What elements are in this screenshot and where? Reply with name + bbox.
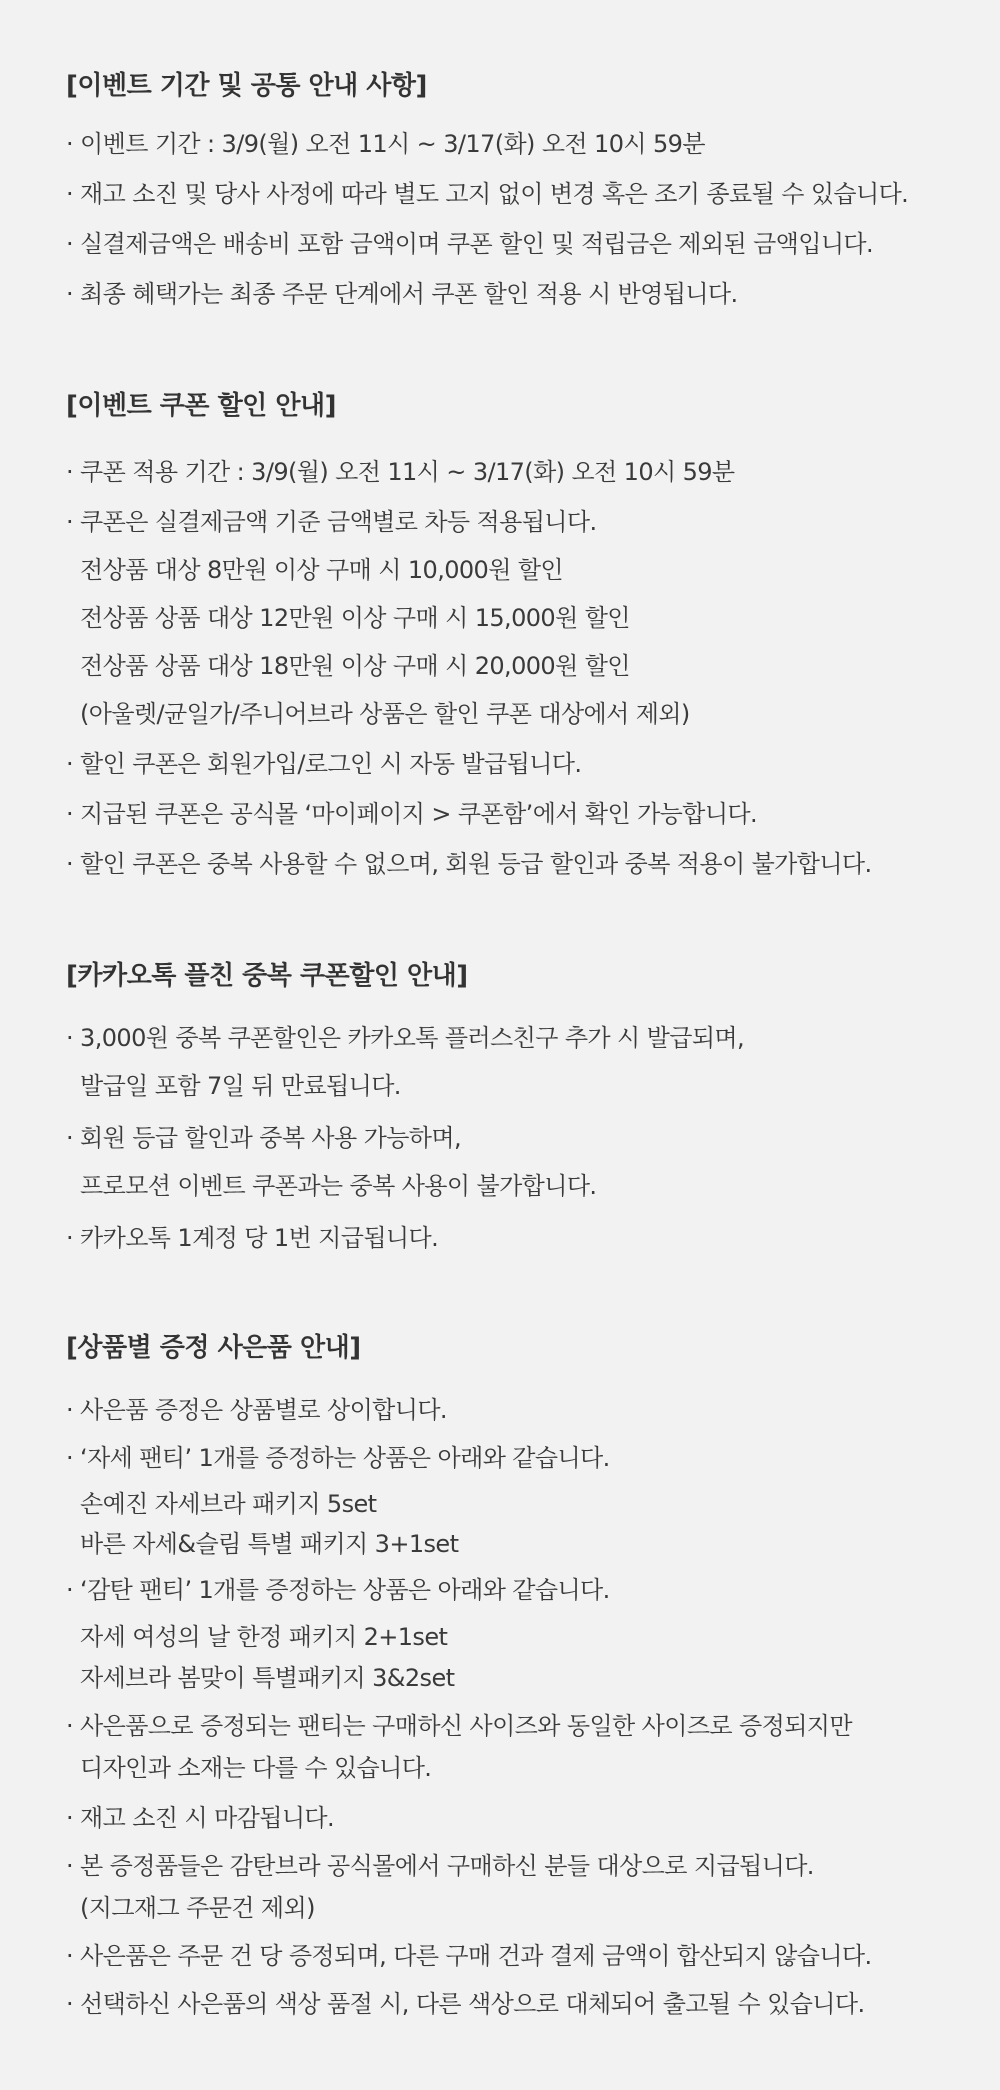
notice-line: · 재고 소진 및 당사 사정에 따라 별도 고지 없이 변경 혹은 조기 종료될 수 있습니다. bbox=[66, 180, 909, 208]
notice-line: · ‘자세 팬티’ 1개를 증정하는 상품은 아래와 같습니다. bbox=[66, 1444, 610, 1472]
section-event-coupon bbox=[66, 386, 976, 878]
notice-line: · ‘감탄 팬티’ 1개를 증정하는 상품은 아래와 같습니다. bbox=[66, 1576, 610, 1604]
section-gift bbox=[66, 1328, 976, 2018]
notice-sub-line: 전상품 상품 대상 12만원 이상 구매 시 15,000원 할인 bbox=[80, 604, 630, 632]
section-event-period bbox=[66, 66, 976, 308]
notice-line: · 지급된 쿠폰은 공식몰 ‘마이페이지 > 쿠폰함’에서 확인 가능합니다. bbox=[66, 800, 758, 828]
notice-line: · 이벤트 기간 : 3/9(월) 오전 11시 ~ 3/17(화) 오전 10시 59분 bbox=[66, 130, 705, 158]
notice-sub-line: 프로모션 이벤트 쿠폰과는 중복 사용이 불가합니다. bbox=[80, 1172, 597, 1200]
section-title: [이벤트 쿠폰 할인 안내] bbox=[66, 391, 336, 421]
notice-sub-line: 전상품 대상 8만원 이상 구매 시 10,000원 할인 bbox=[80, 556, 564, 584]
notice-line: · 쿠폰은 실결제금액 기준 금액별로 차등 적용됩니다. bbox=[66, 508, 597, 536]
notice-line: · 카카오톡 1계정 당 1번 지급됩니다. bbox=[66, 1224, 439, 1252]
notice-sub-line: 자세 여성의 날 한정 패키지 2+1set bbox=[80, 1623, 448, 1651]
notice-sub-line: 발급일 포함 7일 뒤 만료됩니다. bbox=[80, 1072, 401, 1100]
notice-sub-line: 손예진 자세브라 패키지 5set bbox=[80, 1490, 377, 1518]
notice-line: · 최종 혜택가는 최종 주문 단계에서 쿠폰 할인 적용 시 반영됩니다. bbox=[66, 280, 738, 308]
notice-line: · 선택하신 사은품의 색상 품절 시, 다른 색상으로 대체되어 출고될 수 있습니다. bbox=[66, 1990, 865, 2018]
section-title: [상품별 증정 사은품 안내] bbox=[66, 1333, 361, 1363]
section-kakao-coupon bbox=[66, 956, 976, 1252]
notice-line: · 사은품은 주문 건 당 증정되며, 다른 구매 건과 결제 금액이 합산되지 않습니다. bbox=[66, 1942, 872, 1970]
notice-line: · 실결제금액은 배송비 포함 금액이며 쿠폰 할인 및 적립금은 제외된 금액입니다. bbox=[66, 230, 874, 258]
notice-line: · 쿠폰 적용 기간 : 3/9(월) 오전 11시 ~ 3/17(화) 오전 10시 59분 bbox=[66, 458, 735, 486]
notice-line: · 본 증정품들은 감탄브라 공식몰에서 구매하신 분들 대상으로 지급됩니다. bbox=[66, 1852, 814, 1880]
section-title: [카카오톡 플친 중복 쿠폰할인 안내] bbox=[66, 961, 468, 991]
notice-line: · 할인 쿠폰은 회원가입/로그인 시 자동 발급됩니다. bbox=[66, 750, 582, 778]
notice-line: · 재고 소진 시 마감됩니다. bbox=[66, 1804, 335, 1832]
section-title: [이벤트 기간 및 공통 안내 사항] bbox=[66, 71, 427, 101]
notice-line: · 회원 등급 할인과 중복 사용 가능하며, bbox=[66, 1124, 461, 1152]
notice-sub-line: 바른 자세&슬림 특별 패키지 3+1set bbox=[80, 1530, 459, 1558]
notice-line: · 사은품 증정은 상품별로 상이합니다. bbox=[66, 1396, 447, 1424]
notice-sub-line: 자세브라 봄맞이 특별패키지 3&2set bbox=[80, 1664, 455, 1692]
notice-sub-line: 디자인과 소재는 다를 수 있습니다. bbox=[80, 1754, 432, 1782]
notice-sub-line: (아울렛/균일가/주니어브라 상품은 할인 쿠폰 대상에서 제외) bbox=[80, 700, 690, 728]
notice-sub-line: (지그재그 주문건 제외) bbox=[80, 1894, 315, 1922]
notice-sub-line: 전상품 상품 대상 18만원 이상 구매 시 20,000원 할인 bbox=[80, 652, 630, 680]
notice-line: · 사은품으로 증정되는 팬티는 구매하신 사이즈와 동일한 사이즈로 증정되지만 bbox=[66, 1712, 852, 1740]
notice-line: · 3,000원 중복 쿠폰할인은 카카오톡 플러스친구 추가 시 발급되며, bbox=[66, 1024, 745, 1052]
notice-line: · 할인 쿠폰은 중복 사용할 수 없으며, 회원 등급 할인과 중복 적용이 불가합니다. bbox=[66, 850, 872, 878]
